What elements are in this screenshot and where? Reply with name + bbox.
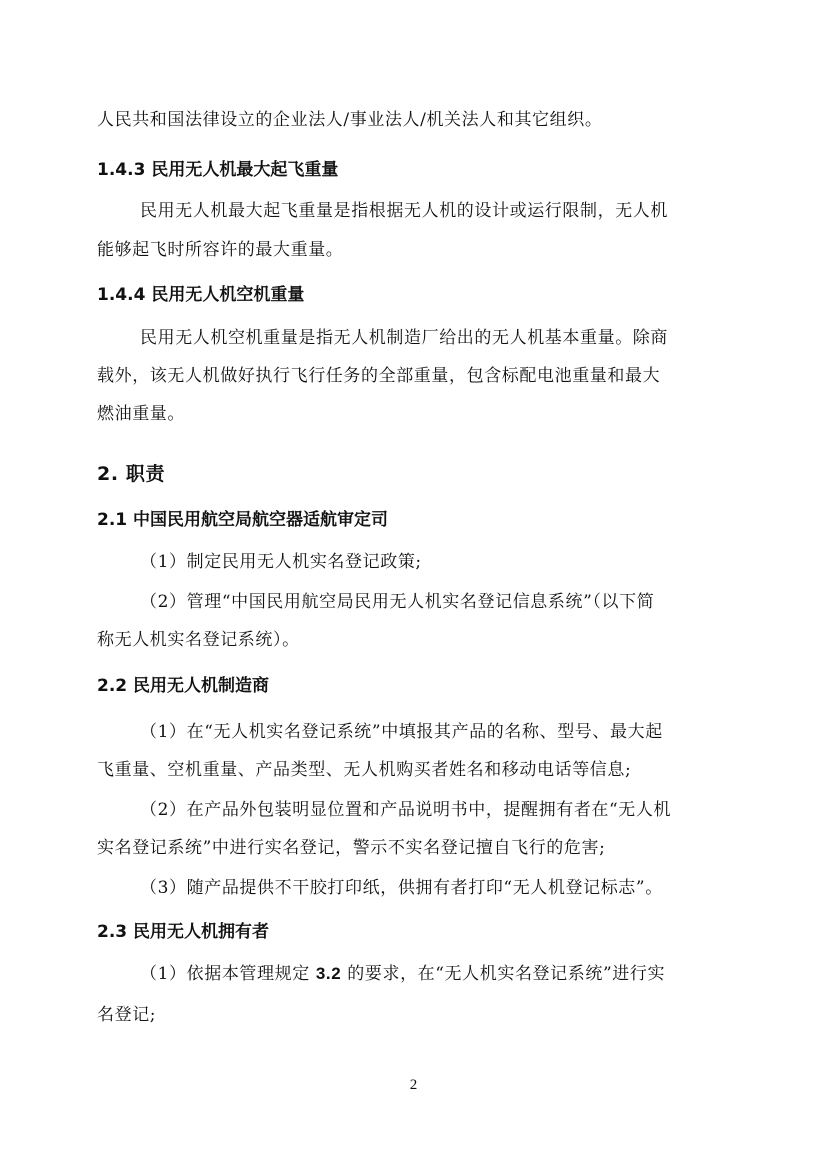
paragraph-1-4-3-line-2: 能够起飞时所容许的最大重量。 bbox=[97, 240, 344, 260]
heading-1-4-3: 1.4.3 民用无人机最大起飞重量 bbox=[97, 160, 339, 180]
paragraph-continuation: 人民共和国法律设立的企业法人/事业法人/机关法人和其它组织。 bbox=[97, 110, 603, 130]
list-item-2-2-2-line-1: （2）在产品外包装明显位置和产品说明书中，提醒拥有者在“无人机 bbox=[140, 800, 672, 820]
list-item-2-2-1-line-1: （1）在“无人机实名登记系统”中填报其产品的名称、型号、最大起 bbox=[140, 722, 663, 742]
heading-2-3: 2.3 民用无人机拥有者 bbox=[97, 922, 270, 942]
heading-1-4-4: 1.4.4 民用无人机空机重量 bbox=[97, 285, 305, 305]
list-item-2-1-2-line-2: 称无人机实名登记系统）。 bbox=[97, 630, 300, 650]
heading-section-2: 2. 职责 bbox=[97, 463, 166, 485]
list-item-2-1-1: （1）制定民用无人机实名登记政策; bbox=[140, 552, 422, 572]
text-segment: 的要求，在“无人机实名登记系统”进行实 bbox=[341, 964, 666, 984]
paragraph-1-4-4-line-2: 载外，该无人机做好执行飞行任务的全部重量，包含标配电池重量和最大 bbox=[97, 366, 661, 386]
heading-2-2: 2.2 民用无人机制造商 bbox=[97, 676, 270, 696]
list-item-2-3-1-line-2: 名登记; bbox=[97, 1005, 157, 1025]
list-item-2-2-2-line-2: 实名登记系统”中进行实名登记，警示不实名登记擅自飞行的危害; bbox=[97, 838, 606, 858]
heading-2-1: 2.1 中国民用航空局航空器适航审定司 bbox=[97, 510, 389, 530]
text-segment: （1）依据本管理规定 bbox=[140, 964, 316, 984]
list-item-2-2-1-line-2: 飞重量、空机重量、产品类型、无人机购买者姓名和移动电话等信息; bbox=[97, 760, 632, 780]
paragraph-1-4-4-line-3: 燃油重量。 bbox=[97, 404, 185, 424]
section-reference-number: 3.2 bbox=[315, 964, 342, 983]
list-item-2-3-1-line-1 bbox=[140, 962, 665, 986]
paragraph-1-4-4-line-1: 民用无人机空机重量是指无人机制造厂给出的无人机基本重量。除商 bbox=[140, 328, 668, 348]
page-number: 2 bbox=[409, 1077, 418, 1093]
list-item-2-1-2-line-1: （2）管理“中国民用航空局民用无人机实名登记信息系统”（以下简 bbox=[140, 592, 655, 612]
paragraph-1-4-3-line-1: 民用无人机最大起飞重量是指根据无人机的设计或运行限制，无人机 bbox=[140, 201, 668, 221]
list-item-2-2-3: （3）随产品提供不干胶打印纸，供拥有者打印“无人机登记标志”。 bbox=[140, 878, 663, 898]
